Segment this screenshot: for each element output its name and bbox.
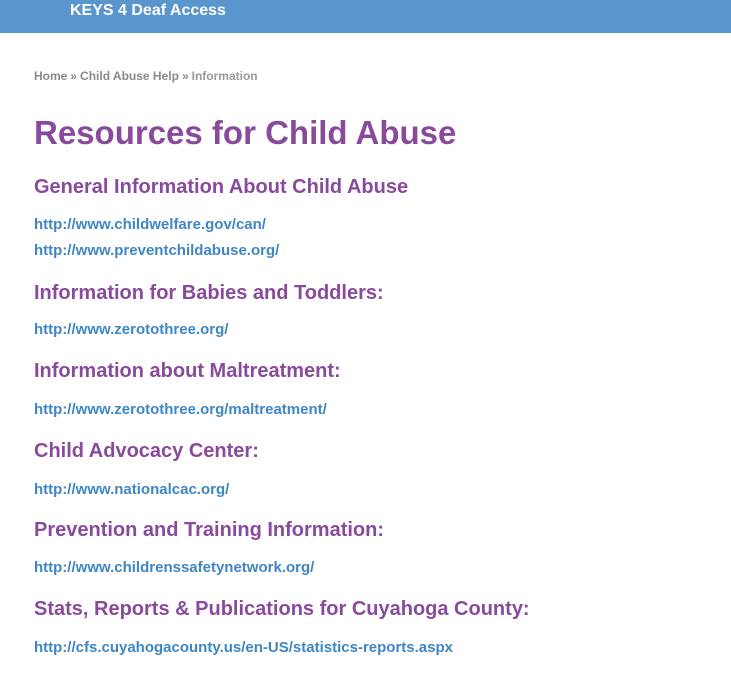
breadcrumb-separator: » [70,69,78,83]
section-heading-child-advocacy-center: Child Advocacy Center: [34,440,259,462]
breadcrumb [34,68,258,84]
resource-link-cuyahoga-statistics[interactable]: http://cfs.cuyahogacounty.us/en-US/statistics-reports.aspx [34,639,453,656]
breadcrumb-child-abuse-help[interactable]: Child Abuse Help [80,69,179,83]
section-heading-general-information: General Information About Child Abuse [34,176,409,198]
resource-link-preventchildabuse[interactable]: http://www.preventchildabuse.org/ [34,242,280,259]
resource-link-childrenssafetynetwork[interactable]: http://www.childrenssafetynetwork.org/ [34,559,315,576]
resource-link-childwelfare[interactable]: http://www.childwelfare.gov/can/ [34,216,266,233]
section-heading-stats-reports: Stats, Reports & Publications for Cuyahoga County: [34,598,530,620]
section-heading-maltreatment: Information about Maltreatment: [34,360,341,382]
resource-link-nationalcac[interactable]: http://www.nationalcac.org/ [34,481,230,498]
section-heading-babies-toddlers: Information for Babies and Toddlers: [34,282,384,304]
resource-link-zerotothree-maltreatment[interactable]: http://www.zerotothree.org/maltreatment/ [34,401,327,418]
breadcrumb-home[interactable]: Home [34,69,68,83]
site-header [0,0,731,33]
resource-link-zerotothree[interactable]: http://www.zerotothree.org/ [34,321,229,338]
page-title: Resources for Child Abuse [34,114,457,151]
section-heading-prevention-training: Prevention and Training Information: [34,519,385,541]
breadcrumb-separator: » [181,69,189,83]
site-title[interactable]: KEYS 4 Deaf Access [70,2,226,19]
breadcrumb-current: Information [191,69,258,83]
